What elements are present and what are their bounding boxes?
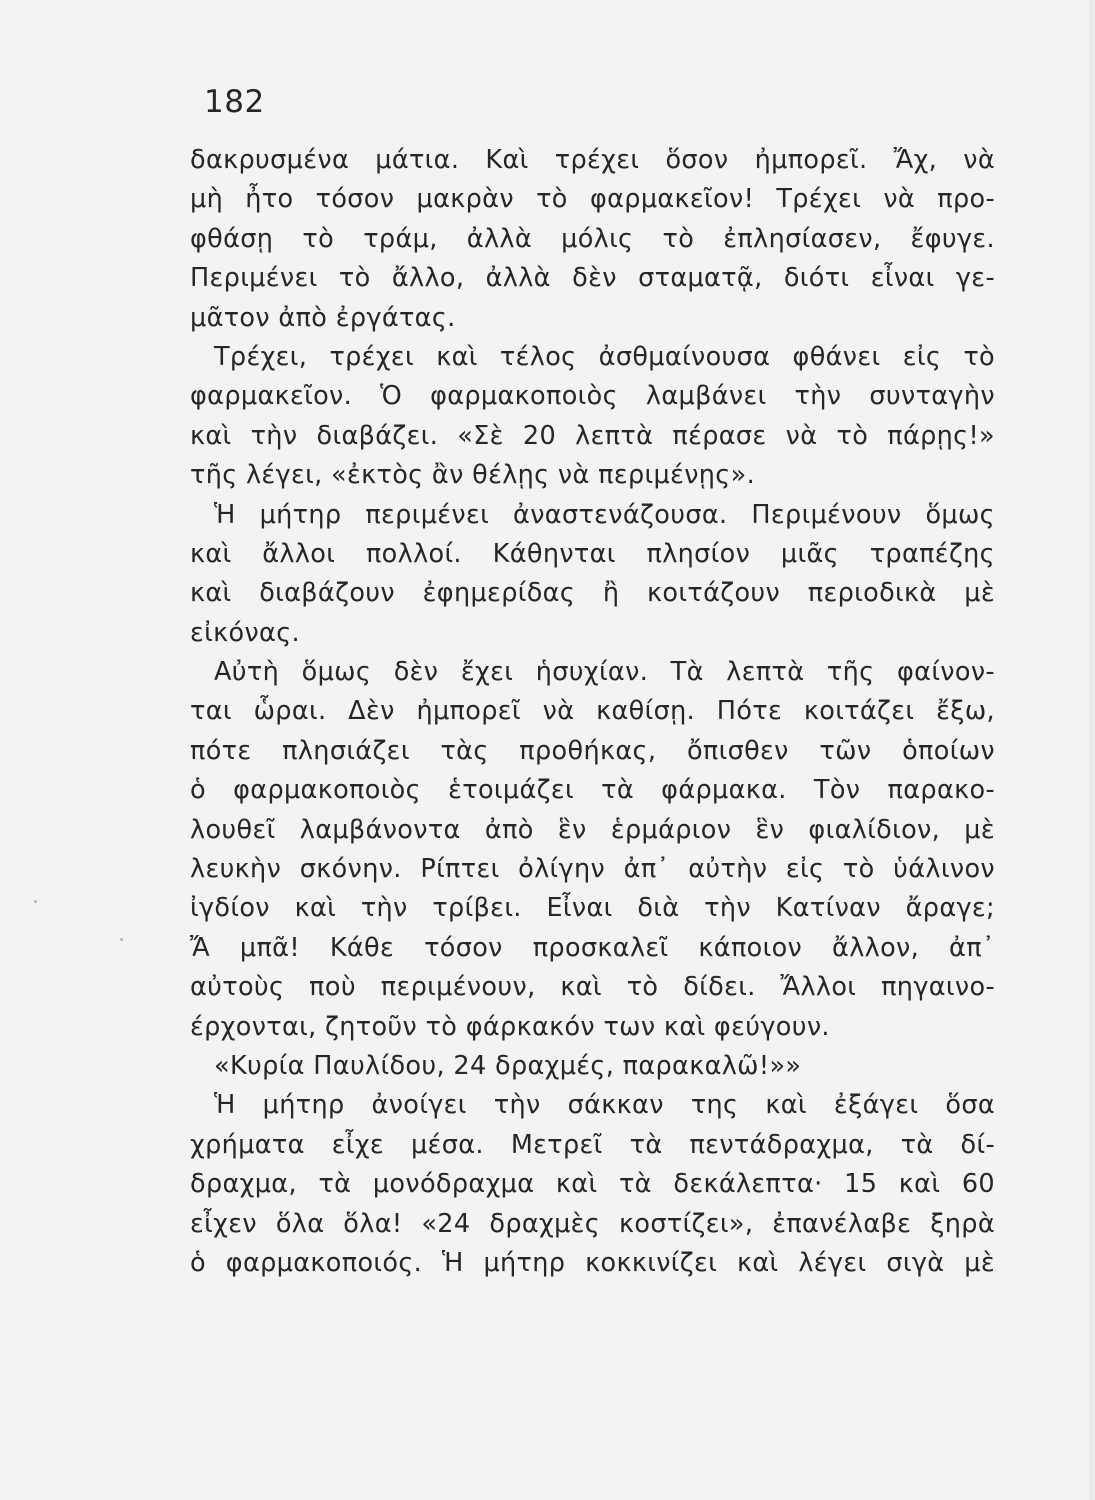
- text-line: δακρυσμένα μάτια. Καὶ τρέχει ὅσον ἠμπορεῖ. Ἄχ, νὰ: [190, 145, 995, 175]
- text-line: ὁ φαρμακοποιὸς ἑτοιμάζει τὰ φάρμακα. Τὸν παρακο-: [190, 775, 995, 806]
- text-line: Αὐτὴ ὅμως δὲν ἔχει ἡσυχίαν. Τὰ λεπτὰ τῆς φαίνον-: [214, 657, 995, 688]
- paper-speck: [34, 900, 37, 903]
- text-line: τῆς λέγει, «ἐκτὸς ἂν θέλῃς νὰ περιμένῃς».: [190, 460, 756, 491]
- text-line: φαρμακεῖον. Ὁ φαρμακοποιὸς λαμβάνει τὴν συνταγὴν: [190, 381, 995, 412]
- text-line: φθάσῃ τὸ τράμ, ἀλλὰ μόλις τὸ ἐπλησίασεν, ἔφυγε.: [190, 223, 995, 254]
- text-line: «Κυρία Παυλίδου, 24 δραχμές, παρακαλῶ!»»: [214, 1050, 802, 1081]
- text-line: Τρέχει, τρέχει καὶ τέλος ἀσθμαίνουσα φθάνει εἰς τὸ: [214, 341, 995, 372]
- text-line: δραχμα, τὰ μονόδραχμα καὶ τὰ δεκάλεπτα· 15 καὶ 60: [190, 1169, 995, 1200]
- body-text: [190, 141, 995, 1283]
- text-line: αὐτοὺς ποὺ περιμένουν, καὶ τὸ δίδει. Ἄλλοι πηγαινο-: [190, 972, 995, 1003]
- text-line: εἶχεν ὅλα ὅλα! «24 δραχμὲς κοστίζει», ἐπανέλαβε ξηρὰ: [190, 1208, 995, 1239]
- page-number: 182: [204, 84, 265, 120]
- text-line: καὶ τὴν διαβάζει. «Σὲ 20 λεπτὰ πέρασε νὰ τὸ πάρῃς!»: [190, 420, 995, 451]
- text-line: καὶ ἄλλοι πολλοί. Κάθηνται πλησίον μιᾶς τραπέζης: [190, 538, 995, 569]
- paper-speck: [120, 938, 123, 941]
- text-line: χρήματα εἶχε μέσα. Μετρεῖ τὰ πεντάδραχμα, τὰ δί-: [190, 1129, 995, 1160]
- text-line: μᾶτον ἀπὸ ἐργάτας.: [190, 302, 456, 333]
- text-line: Ἡ μήτηρ ἀνοίγει τὴν σάκκαν της καὶ ἐξάγει ὅσα: [214, 1090, 995, 1121]
- text-line: εἰκόνας.: [190, 617, 300, 648]
- text-line: καὶ διαβάζουν ἐφημερίδας ἢ κοιτάζουν περιοδικὰ μὲ: [190, 578, 995, 609]
- text-line: ὁ φαρμακοποιός. Ἡ μήτηρ κοκκινίζει καὶ λέγει σιγὰ μὲ: [190, 1247, 995, 1278]
- text-line: ται ὧραι. Δὲν ἠμπορεῖ νὰ καθίσῃ. Πότε κοιτάζει ἔξω,: [190, 696, 995, 727]
- text-line: Περιμένει τὸ ἄλλο, ἀλλὰ δὲν σταματᾷ, διότι εἶναι γε-: [190, 263, 995, 294]
- text-line: Ἄ μπᾶ! Κάθε τόσον προσκαλεῖ κάποιον ἄλλον, ἀπ᾽: [190, 932, 995, 963]
- text-line: λευκὴν σκόνην. Ρίπτει ὀλίγην ἀπ᾽ αὐτὴν εἰς τὸ ὑάλινον: [190, 854, 995, 885]
- text-line: λουθεῖ λαμβάνοντα ἀπὸ ἓν ἑρμάριον ἓν φιαλίδιον, μὲ: [190, 814, 995, 845]
- page-edge-shadow: [1089, 0, 1095, 1500]
- text-line: πότε πλησιάζει τὰς προθήκας, ὄπισθεν τῶν ὁποίων: [190, 735, 995, 766]
- text-line: ἰγδίον καὶ τὴν τρίβει. Εἶναι διὰ τὴν Κατίναν ἄραγε;: [190, 893, 995, 924]
- text-line: έρχονται, ζητοῦν τὸ φάρκακόν των καὶ φεύγουν.: [190, 1011, 830, 1042]
- text-line: Ἡ μήτηρ περιμένει ἀναστενάζουσα. Περιμένουν ὅμως: [214, 499, 995, 530]
- text-line: μὴ ἦτο τόσον μακρὰν τὸ φαρμακεῖον! Τρέχει νὰ προ-: [190, 184, 995, 215]
